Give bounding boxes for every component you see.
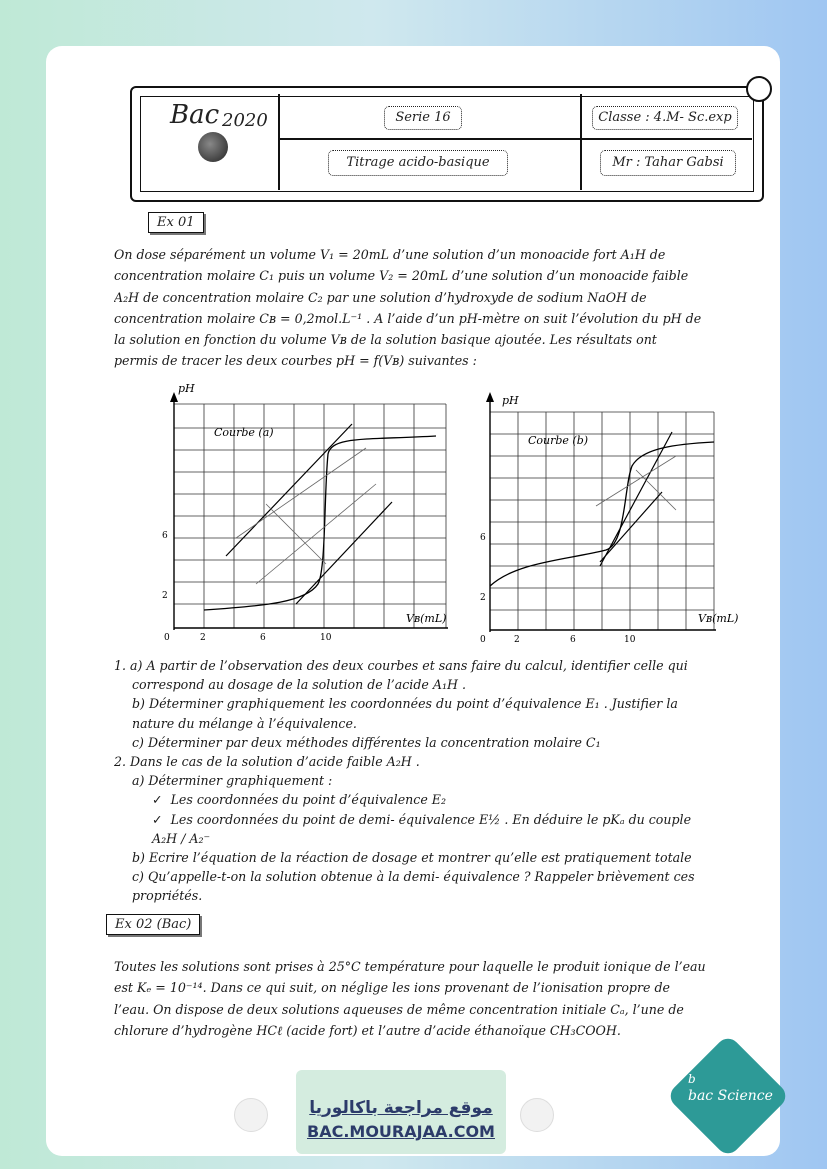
construction-line — [256, 484, 376, 584]
tangent-line — [296, 502, 392, 604]
question-line: propriétés. — [132, 888, 203, 904]
exercise-2-text — [114, 956, 774, 1041]
topic-box: Titrage acido-basique — [328, 150, 508, 176]
question-line: c) Qu’appelle-t-on la solution obtenue à la demi- équivalence ? Rappeler brièvement ces — [132, 869, 695, 885]
question-line: ✓ Les coordonnées du point d’équivalence E₂ — [114, 790, 774, 809]
graph-a-ytick: 2 — [162, 591, 168, 601]
construction-line — [266, 504, 326, 564]
site-logo-icon — [234, 1098, 268, 1132]
graph-b-xtick: 0 — [480, 635, 486, 645]
tangent-line — [226, 424, 352, 556]
globe-icon — [198, 132, 228, 162]
intro-line: la solution en fonction du volume Vʙ de la solution basique ajoutée. Les résultats ont — [114, 332, 657, 348]
question-line: c) Déterminer par deux méthodes différentes la concentration molaire C₁ — [132, 734, 601, 750]
graph-a-curve-label: Courbe (a) — [214, 426, 274, 439]
graph-b-ytick: 2 — [480, 593, 486, 603]
graph-b-curve-label: Courbe (b) — [528, 434, 589, 447]
brand-logo-text: Bac — [170, 100, 220, 130]
site-banner[interactable] — [296, 1070, 506, 1154]
y-axis-arrow — [170, 392, 178, 402]
construction-line — [636, 470, 676, 510]
graph-b-ytick: 6 — [480, 533, 486, 543]
graph-a-xtick: 10 — [320, 633, 332, 643]
question-line: b) Ecrire l’équation de la réaction de dosage et montrer qu’elle est pratiquement totale — [132, 850, 692, 866]
graph-b-xtick: 6 — [570, 635, 576, 645]
scroll-curl-icon — [746, 76, 772, 102]
series-box: Serie 16 — [384, 106, 462, 130]
header-divider — [580, 94, 582, 190]
tangent-line — [600, 492, 662, 562]
site-logo-icon — [520, 1098, 554, 1132]
exercise-1-questions — [114, 656, 774, 906]
question-line: A₂H / A₂⁻ — [152, 830, 211, 846]
ex2-line: Toutes les solutions sont prises à 25°C température pour laquelle le produit ionique de l’eau — [114, 959, 706, 974]
exercise-1-intro — [114, 244, 774, 372]
header-divider — [278, 94, 280, 190]
bac-badge-text: bac Science — [688, 1088, 773, 1104]
question-line: nature du mélange à l’équivalence. — [132, 715, 357, 731]
intro-line: concentration molaire Cʙ = 0,2mol.L⁻¹ . A l’aide d’un pH-mètre on suit l’évolution du pH de — [114, 310, 702, 326]
graph-b-ylabel: pH — [502, 394, 519, 407]
ex2-line: est Kₑ = 10⁻¹⁴. Dans ce qui suit, on néglige les ions provenant de l’ionisation propre de — [114, 980, 670, 996]
ex2-line: chlorure d’hydrogène HCℓ (acide fort) et l’autre d’acide éthanoïque CH₃COOH. — [114, 1022, 621, 1038]
teacher-box: Mr : Tahar Gabsi — [600, 150, 736, 176]
graph-b-xtick: 2 — [514, 635, 520, 645]
graph-a-xtick: 6 — [260, 633, 266, 643]
graph-a-ylabel: pH — [178, 384, 195, 395]
banner-site-link[interactable]: BAC.MOURAJAA.COM — [307, 1122, 495, 1141]
question-line: 2. Dans le cas de la solution d’acide faible A₂H . — [114, 754, 420, 770]
graph-b-xlabel: Vʙ(mL) — [698, 612, 739, 625]
banner-arabic-text: موقع مراجعة باكالوريا — [309, 1098, 493, 1118]
y-axis-arrow — [486, 392, 494, 402]
graph-a-xtick: 2 — [200, 633, 206, 643]
graph-a — [156, 384, 456, 650]
titration-curve-a — [204, 436, 436, 610]
question-line: ✓ Les coordonnées du point de demi- équivalence E½ . En déduire le pKₐ du couple — [114, 810, 774, 829]
exercise-1-label: Ex 01 — [148, 212, 204, 233]
tangent-line — [600, 432, 672, 566]
graph-b — [476, 386, 756, 652]
graph-a-ytick: 6 — [162, 531, 168, 541]
question-line: correspond au dosage de la solution de l’acide A₁H . — [132, 677, 466, 693]
question-line: b) Déterminer graphiquement les coordonnées du point d’équivalence E₁ . Justifier la — [132, 696, 678, 712]
intro-line: On dose séparément un volume V₁ = 20mL d’une solution d’un monoacide fort A₁H de — [114, 247, 666, 262]
graph-a-xtick: 0 — [164, 633, 170, 643]
question-line: a) Déterminer graphiquement : — [132, 773, 333, 789]
intro-line: A₂H de concentration molaire C₂ par une solution d’hydroxyde de sodium NaOH de — [114, 289, 647, 305]
bac-badge-prefix: b — [688, 1072, 696, 1086]
graph-b-xtick: 10 — [624, 635, 636, 645]
exercise-2-label: Ex 02 (Bac) — [106, 914, 200, 935]
ex2-line: l’eau. On dispose de deux solutions aqueuses de même concentration initiale Cₐ, l’une de — [114, 1001, 684, 1017]
brand-year: 2020 — [222, 110, 268, 131]
question-line: 1. a) A partir de l’observation des deux courbes et sans faire du calcul, identifier celle qui — [114, 658, 688, 673]
construction-line — [236, 448, 366, 538]
intro-line: permis de tracer les deux courbes pH = f(Vʙ) suivantes : — [114, 353, 477, 369]
graph-a-xlabel: Vʙ(mL) — [406, 612, 447, 625]
class-box: Classe : 4.M- Sc.exp — [592, 106, 738, 130]
header-divider — [278, 138, 752, 140]
intro-line: concentration molaire C₁ puis un volume V₂ = 20mL d’une solution d’un monoacide faible — [114, 268, 689, 284]
